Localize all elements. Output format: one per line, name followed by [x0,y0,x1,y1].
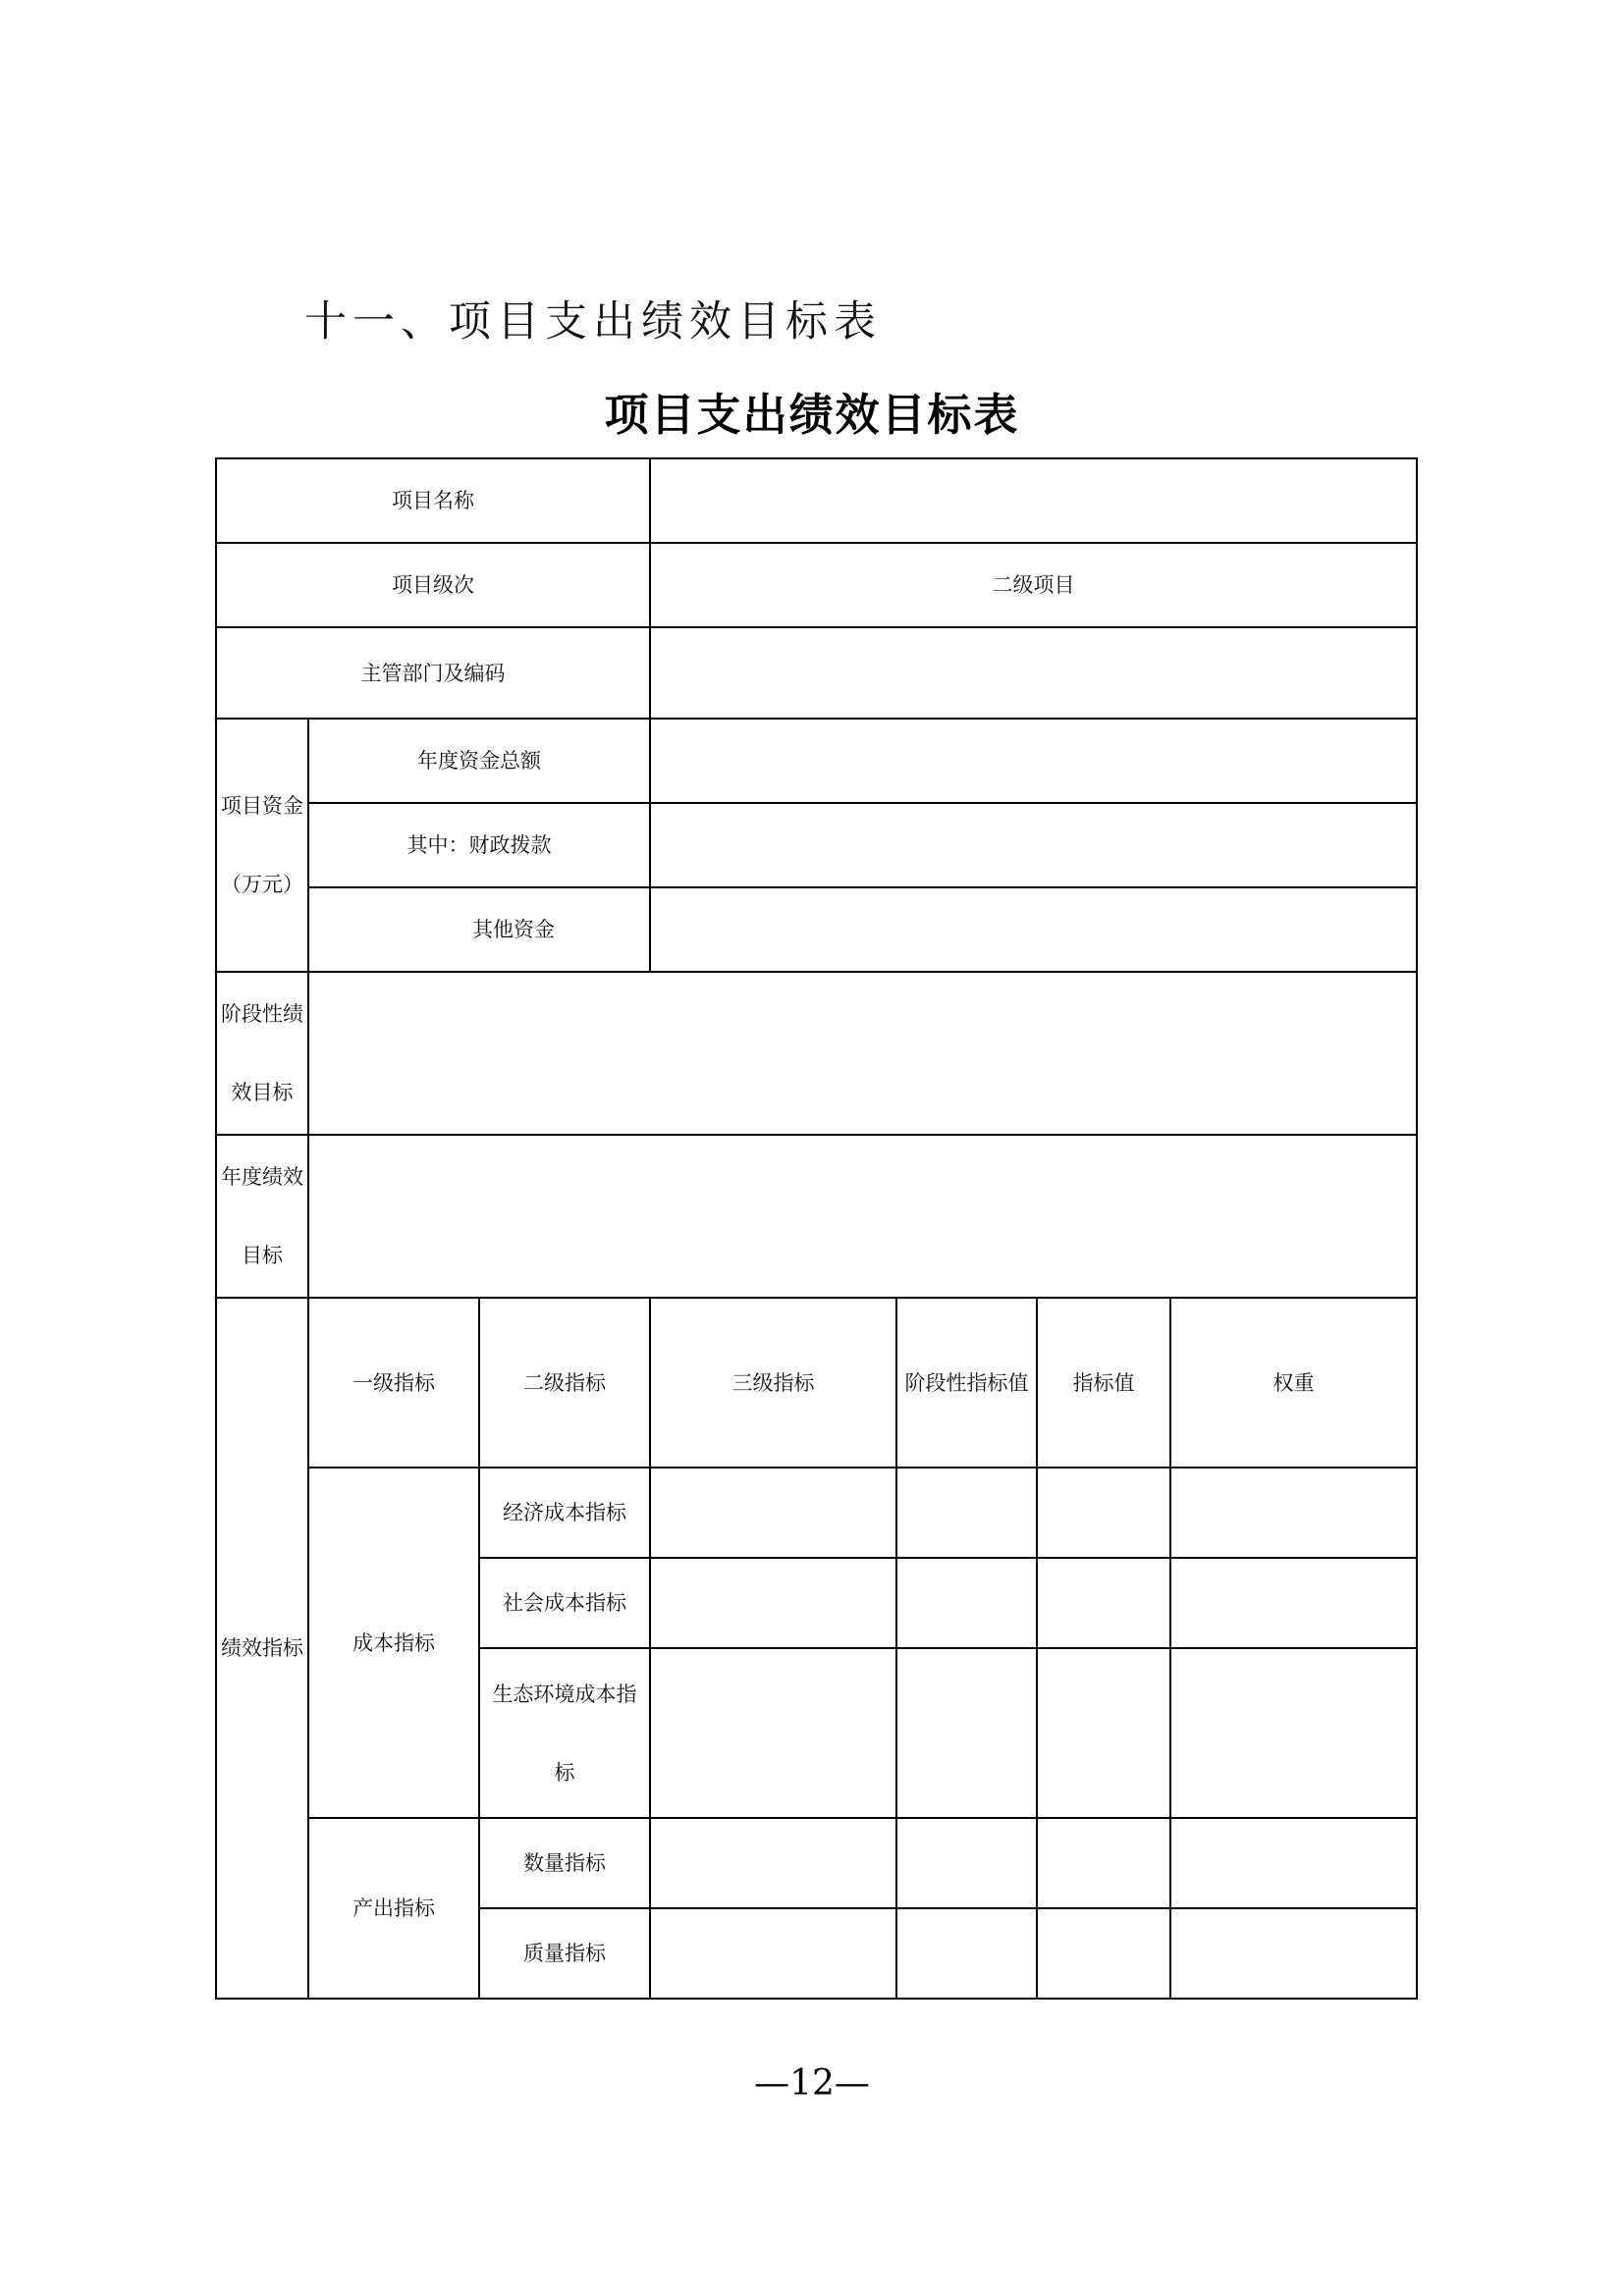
section-heading: 十一、项目支出绩效目标表 [304,297,882,347]
project-funds-label-line1: 项目资金 [221,794,303,818]
row-department [216,627,1417,719]
fiscal-value [650,803,1417,887]
stage-goal-label [216,972,308,1135]
economic-cost-label: 经济成本指标 [479,1468,650,1558]
row-annual-goal [216,1135,1417,1298]
row-other-funds [216,887,1417,972]
header-level2: 二级指标 [479,1298,650,1468]
project-level-value: 二级项目 [650,543,1417,627]
project-name-value [650,458,1417,543]
annual-total-value [650,719,1417,803]
quality-weight [1170,1908,1417,1999]
quality-stage-value [896,1908,1037,1999]
quality-label: 质量指标 [479,1908,650,1999]
eco-cost-label-line2: 标 [554,1760,575,1785]
annual-goal-label-line1: 年度绩效 [221,1165,303,1189]
header-level1: 一级指标 [308,1298,479,1468]
economic-cost-level3 [650,1468,896,1558]
quantity-level3 [650,1818,896,1908]
economic-cost-weight [1170,1468,1417,1558]
social-cost-stage-value [896,1558,1037,1648]
indicators-label: 绩效指标 [216,1298,308,1999]
annual-goal-value [308,1135,1417,1298]
eco-cost-label [479,1648,650,1818]
row-annual-total [216,719,1417,803]
row-stage-goal [216,972,1417,1135]
project-funds-label [216,719,308,972]
header-weight: 权重 [1170,1298,1417,1468]
social-cost-level3 [650,1558,896,1648]
row-project-name [216,458,1417,543]
annual-goal-label-line2: 目标 [242,1244,283,1267]
eco-cost-level3 [650,1648,896,1818]
social-cost-label: 社会成本指标 [479,1558,650,1648]
table-title: 项目支出绩效目标表 [604,389,1020,441]
eco-cost-weight [1170,1648,1417,1818]
row-fiscal [216,803,1417,887]
row-quantity [216,1818,1417,1908]
quantity-value [1037,1818,1170,1908]
quantity-label: 数量指标 [479,1818,650,1908]
social-cost-weight [1170,1558,1417,1648]
row-economic-cost [216,1468,1417,1558]
row-project-level [216,543,1417,627]
quality-level3 [650,1908,896,1999]
other-funds-label: 其他资金 [308,887,650,972]
performance-target-table [215,457,1418,2000]
quantity-stage-value [896,1818,1037,1908]
department-label: 主管部门及编码 [216,627,650,719]
header-value: 指标值 [1037,1298,1170,1468]
eco-cost-label-line1: 生态环境成本指 [492,1682,637,1706]
annual-goal-label [216,1135,308,1298]
stage-goal-label-line2: 效目标 [231,1081,294,1104]
stage-goal-label-line1: 阶段性绩 [221,1002,303,1026]
quantity-weight [1170,1818,1417,1908]
stage-goal-value [308,972,1417,1135]
header-stage-value: 阶段性指标值 [896,1298,1037,1468]
header-level3: 三级指标 [650,1298,896,1468]
cost-group-label: 成本指标 [308,1468,479,1818]
social-cost-value [1037,1558,1170,1648]
output-group-label: 产出指标 [308,1818,479,1999]
economic-cost-value [1037,1468,1170,1558]
other-funds-value [650,887,1417,972]
fiscal-label: 其中：财政拨款 [308,803,650,887]
annual-total-label: 年度资金总额 [308,719,650,803]
project-name-label: 项目名称 [216,458,650,543]
eco-cost-value [1037,1648,1170,1818]
eco-cost-stage-value [896,1648,1037,1818]
page-number: —12— [754,2063,870,2104]
project-level-label: 项目级次 [216,543,650,627]
economic-cost-stage-value [896,1468,1037,1558]
department-value [650,627,1417,719]
project-funds-label-line2: （万元） [221,873,303,896]
row-indicator-headers [216,1298,1417,1468]
quality-value [1037,1908,1170,1999]
